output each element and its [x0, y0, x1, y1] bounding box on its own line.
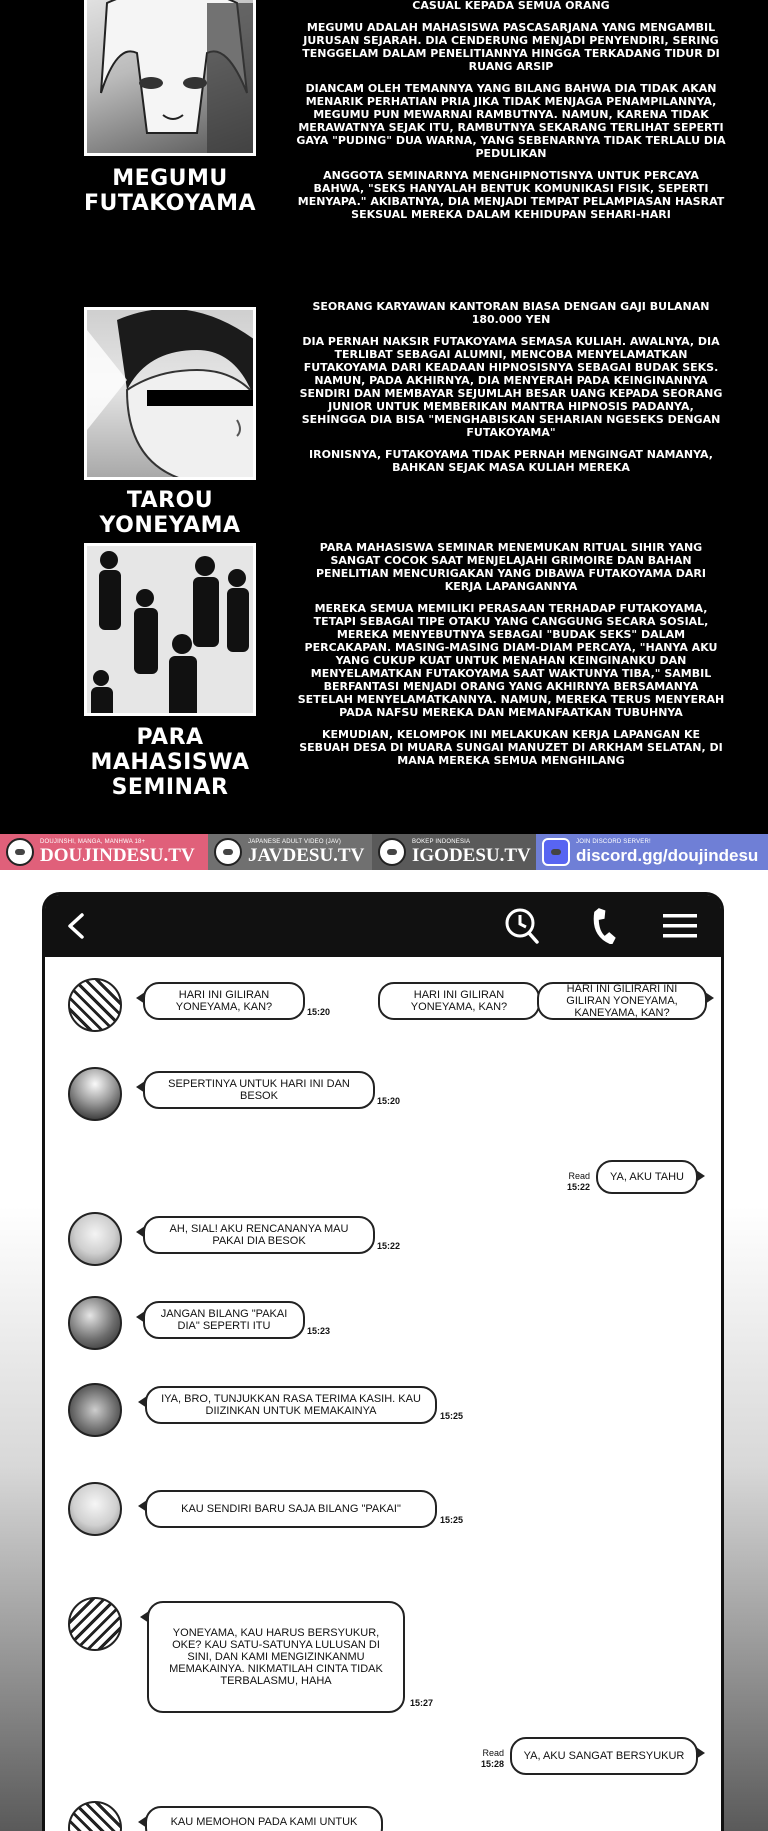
banner-tag: DOUJINSHI, MANGA, MANHWA 18+ [40, 839, 146, 845]
message-timestamp: 15:25 [440, 1411, 464, 1421]
seminar-students-description: PARA MAHASISWA SEMINAR MENEMUKAN RITUAL SIHIR YANG SANGAT COCOK SAAT MENJELAJAHI GRIMOIRE DAN BAHAN PENELITIAN MENCURIGAKAN YANG DIBAWA FUTAKOYAMA DARI KERJA LAPANGANNYA MEREKA SEMUA MEMILIKI PERASAAN TERHADAP FUTAKOYAMA, TETAPI SEBAGAI TIPE OTAKU YANG CANGGUNG SECARA SOSIAL, MEREKA MENYEBUTNYA SEBAGAI "BUDAK SEKS" DALAM PERCAKAPAN. MASING-MASING DIAM-DIAM PERCAYA, "HANYA AKU YANG CUKUP KUAT UNTUK MENAHAN KEINGINANKU DAN MENYELAMATKAN FUTAKOYAMA SAAT WAKTUNYA TIBA," SAMBIL BERFANTASI MENJADI ORANG YANG AKHIRNYA BERSAMANYA SETELAH MENYELAMATKANNYA. NAMUN, MEREKA TERUS MENYERAH PADA NAFSU MEREKA DAN MEMANFAATKAN TUBUHNYA KEMUDIAN, KELOMPOK INI MELAKUKAN KERJA LAPANGAN KE SEBUAH DESA DI MUARA SUNGAI MANUZET DI ARKHAM SELATAN, DI MANA MEREKA SEMUA MENGHILANG [297, 541, 725, 767]
mascot-logo-icon [214, 838, 242, 866]
message-timestamp: 15:28 [480, 1759, 504, 1769]
tarou-description: SEORANG KARYAWAN KANTORAN BIASA DENGAN GAJI BULANAN 180.000 YEN DIA PERNAH NAKSIR FUTAKOYAMA SEMASA KULIAH. AWALNYA, DIA TERLIBAT SEBAGAI ALUMNI, MENCOBA MENYELAMATKAN FUTAKOYAMA DARI KEADAAN HIPNOSISNYA SEBAGAI BUDAK SEKS. NAMUN, PADA AKHIRNYA, DIA MENYERAH PADA KEINGINANNYA SENDIRI DAN MEMBAYAR SEJUMLAH BESAR UANG KEPADA SEORANG JUNIOR UNTUK MEMBERIKAN MANTRA HIPNOSIS PADANYA, SEHINGGA DIA BISA "MENGHABISKAN SEHARIAN NGESEKS DENGAN FUTAKOYAMA" IRONISNYA, FUTAKOYAMA TIDAK PERNAH MENGINGAT NAMANYA, BAHKAN SEJAK MASA KULIAH MEREKA [299, 300, 723, 474]
banner-site-name: JAVDESU.TV [248, 845, 365, 866]
seminar-students-name: PARA MAHASISWA SEMINAR [90, 725, 250, 800]
chat-bubble-incoming: AH, SIAL! AKU RENCANANYA MAU PAKAI DIA BESOK [143, 1216, 375, 1254]
chat-bubble-incoming: HARI INI GILIRAN YONEYAMA, KAN? [143, 982, 305, 1020]
banner-tag: JAPANESE ADULT VIDEO (JAV) [248, 839, 342, 845]
avatar[interactable] [68, 1482, 122, 1536]
avatar[interactable] [68, 1296, 122, 1350]
chat-bubble-incoming: YONEYAMA, KAU HARUS BERSYUKUR, OKE? KAU SATU-SATUNYA LULUSAN DI SINI, DAN KAMI MENGIZINKANMU MEMAKAINYA. NIKMATILAH CINTA TIDAK TERBALASMU, HAHA [147, 1601, 405, 1713]
chat-bubble-outgoing: HARI INI GILIRARI INI GILIRAN YONEYAMA, KANEYAMA, KAN? [537, 982, 707, 1020]
banner-tag: JOIN DISCORD SERVER! [576, 839, 651, 845]
banner-javdesu-link[interactable] [208, 834, 372, 870]
megumu-description: CASUAL KEPADA SEMUA ORANG MEGUMU ADALAH MAHASISWA PASCASARJANA YANG MENGAMBIL JURUSAN SEJARAH. DIA CENDERUNG MENJADI PENYENDIRI, SERING TENGGELAM DALAM PENELITIANNYA HINGGA TERKADANG TIDUR DI RUANG ARSIP DIANCAM OLEH TEMANNYA YANG BILANG BAHWA DIA TIDAK AKAN MENARIK PERHATIAN PRIA JIKA TIDAK MENJAGA PENAMPILANNYA, MEGUMU PUN MEWARNAI RAMBUTNYA. NAMUN, KARENA TIDAK MERAWATNYA SEJAK ITU, RAMBUTNYA SEKARANG TERLIHAT SEPERTI GAYA "PUDING" DUA WARNA, YANG SEBENARNYA TIDAK TERLALU DIA PEDULIKAN ANGGOTA SEMINARNYA MENGHIPNOTISNYA UNTUK PERCAYA BAHWA, "SEKS HANYALAH BENTUK KOMUNIKASI FISIK, SEPERTI MENYAPA." AKIBATNYA, DIA MENJADI TEMPAT PELAMPIASAN HASRAT SEKSUAL MEREKA DALAM KEHIDUPAN SEHARI-HARI [296, 0, 726, 221]
banner-tag: BOKEP INDONESIA [412, 839, 471, 845]
message-timestamp: 15:25 [440, 1515, 464, 1525]
character-profiles [0, 0, 768, 834]
tarou-name: TAROU YONEYAMA [99, 488, 241, 538]
chat-bubble-incoming: KAU SENDIRI BARU SAJA BILANG "PAKAI" [145, 1490, 437, 1528]
message-timestamp: 15:20 [377, 1096, 401, 1106]
message-timestamp: 15:27 [410, 1698, 434, 1708]
banner-doujindesu-link[interactable] [0, 834, 208, 870]
chat-bubble-outgoing: HARI INI GILIRAN YONEYAMA, KAN? [378, 982, 540, 1020]
message-timestamp: 15:23 [307, 1326, 331, 1336]
banner-igodesu-link[interactable] [372, 834, 536, 870]
banner-site-name: IGODESU.TV [412, 845, 531, 866]
message-timestamp: 15:22 [377, 1241, 401, 1251]
chat-bubble-incoming: JANGAN BILANG "PAKAI DIA" SEPERTI ITU [143, 1301, 305, 1339]
avatar[interactable] [68, 1597, 122, 1651]
phone-icon[interactable] [583, 905, 625, 947]
banner-discord-link[interactable] [536, 834, 768, 870]
read-receipt: Read [482, 1748, 504, 1758]
avatar[interactable] [68, 1067, 122, 1121]
chat-bubble-incoming: KAU MEMOHON PADA KAMI UNTUK [145, 1806, 383, 1831]
site-banner [0, 834, 768, 870]
avatar[interactable] [68, 978, 122, 1032]
chat-bubble-incoming: SEPERTINYA UNTUK HARI INI DAN BESOK [143, 1071, 375, 1109]
megumu-portrait [84, 0, 256, 156]
banner-site-name: discord.gg/doujindesu [576, 846, 759, 865]
chat-bubble-outgoing: YA, AKU TAHU [596, 1160, 698, 1194]
avatar[interactable] [68, 1212, 122, 1266]
avatar[interactable] [68, 1383, 122, 1437]
tarou-portrait [84, 307, 256, 480]
chat-bubble-incoming: IYA, BRO, TUNJUKKAN RASA TERIMA KASIH. KAU DIIZINKAN UNTUK MEMAKAINYA [145, 1386, 437, 1424]
chat-bubble-outgoing: YA, AKU SANGAT BERSYUKUR [510, 1737, 698, 1775]
mascot-logo-icon [378, 838, 406, 866]
discord-logo-icon [542, 838, 570, 866]
message-timestamp: 15:20 [307, 1007, 331, 1017]
seminar-students-portrait [84, 543, 256, 716]
chat-header [45, 895, 721, 957]
banner-site-name: DOUJINDESU.TV [40, 845, 195, 866]
read-receipt: Read [568, 1171, 590, 1181]
megumu-name: MEGUMU FUTAKOYAMA [84, 166, 256, 216]
menu-icon[interactable] [657, 905, 703, 947]
mascot-logo-icon [6, 838, 34, 866]
clock-icon[interactable] [501, 905, 543, 947]
message-timestamp: 15:22 [566, 1182, 590, 1192]
back-icon[interactable] [59, 905, 93, 947]
